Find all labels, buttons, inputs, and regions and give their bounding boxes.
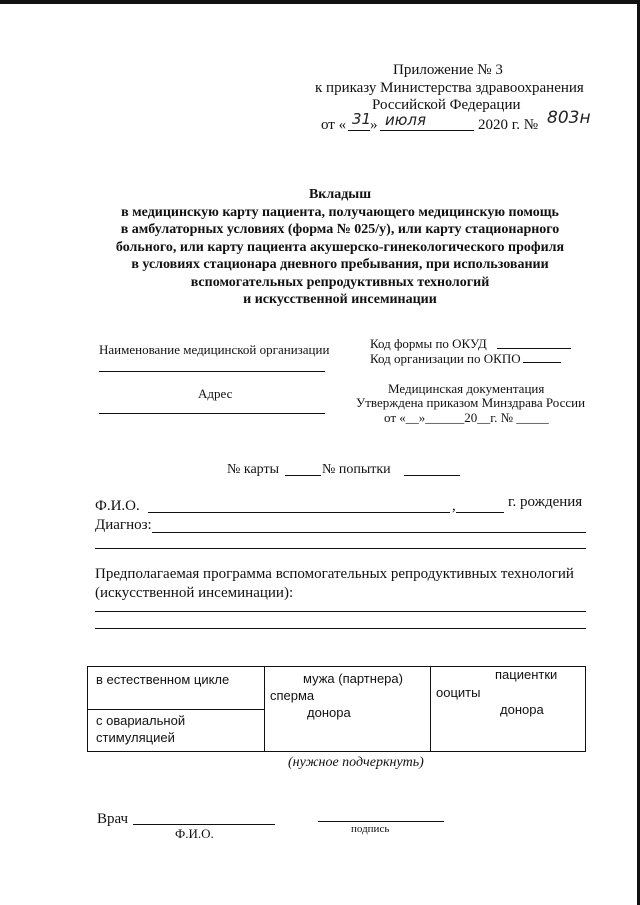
- org-name-line: [99, 371, 325, 372]
- title-line: и искусственной инсеминации: [243, 292, 437, 307]
- fio-line: [148, 512, 450, 513]
- appendix-label: Приложение № 3: [393, 62, 503, 78]
- okud-label: Код формы по ОКУД: [370, 336, 487, 351]
- diagnosis-line-2: [95, 548, 586, 549]
- org-name-label: Наименование медицинской организации: [99, 342, 330, 357]
- program-line-1: [95, 611, 586, 612]
- title-line: больного, или карту пациента акушерско-гинекологического профиля: [115, 239, 565, 255]
- address-label: Адрес: [198, 386, 233, 401]
- order-to-label: к приказу Министерства здравоохранения: [315, 80, 584, 96]
- program-label-line1: Предполагаемая программа вспомогательных репродуктивных технологий: [95, 566, 574, 582]
- title-line: вспомогательных репродуктивных технологий: [190, 274, 490, 290]
- order-from-prefix: от «: [321, 117, 347, 133]
- diagnosis-line-1: [152, 532, 586, 533]
- sperm-donor-option[interactable]: донора: [307, 705, 351, 720]
- ovarian-stimulation-label-1: с овариальной: [96, 713, 186, 728]
- order-day-handwritten: 31: [352, 110, 372, 128]
- program-label-line2: (искусственной инсеминации):: [95, 585, 294, 601]
- document-title: [80, 186, 600, 309]
- attempt-number-line: [404, 475, 460, 476]
- order-day-line: [348, 130, 370, 131]
- scan-edge-top: [0, 0, 640, 4]
- doctor-fio-caption: Ф.И.О.: [175, 826, 214, 841]
- federation-label: Российской Федерации: [372, 97, 521, 113]
- oocytes-donor-option[interactable]: донора: [500, 702, 544, 717]
- card-number-label: № карты: [227, 462, 280, 477]
- option-sperm-cell: [265, 667, 431, 752]
- card-number-line: [285, 475, 321, 476]
- diagnosis-label: Диагноз:: [95, 517, 152, 533]
- option-natural-cycle[interactable]: [88, 667, 265, 710]
- attempt-number-label: № попытки: [322, 462, 391, 477]
- signature-line: [318, 821, 444, 822]
- ovarian-stimulation-label-2: стимуляцией: [96, 730, 175, 745]
- fio-comma: ,: [452, 498, 456, 514]
- order-number-handwritten: 803н: [547, 108, 591, 128]
- signature-caption: подпись: [351, 823, 390, 835]
- doctor-label: Врач: [97, 811, 129, 827]
- order-year-number-label: 2020 г. №: [478, 117, 539, 133]
- program-line-2: [95, 628, 586, 629]
- husband-option[interactable]: мужа (партнера): [303, 671, 403, 686]
- title-line: Вкладыш: [308, 187, 372, 202]
- med-doc-label: Медицинская документация: [388, 381, 545, 396]
- program-options-table: [87, 666, 586, 752]
- natural-cycle-label: в естественном цикле: [96, 672, 230, 687]
- order-month-handwritten: июля: [385, 111, 426, 129]
- okpo-line: [523, 362, 561, 363]
- order-quote-close: »: [370, 117, 378, 133]
- title-line: в условиях стационара дневного пребывания, при использовании: [131, 257, 549, 272]
- approved-date-label: от «__»______20__г. № _____: [384, 410, 549, 425]
- oocytes-label: ооциты: [436, 685, 481, 700]
- option-oocytes-cell: [431, 667, 586, 752]
- title-line: в амбулаторных условиях (форма № 025/у), или карту стационарного: [120, 222, 560, 237]
- birth-year-line: [456, 512, 504, 513]
- patient-option[interactable]: пациентки: [495, 667, 558, 682]
- order-month-line: [380, 130, 474, 131]
- approved-label: Утверждена приказом Минздрава России: [356, 395, 586, 410]
- title-line: в медицинскую карту пациента, получающего медицинскую помощь: [121, 204, 559, 220]
- doctor-name-line: [133, 824, 275, 825]
- sperm-label: сперма: [270, 688, 315, 703]
- address-line: [99, 413, 325, 414]
- birth-year-label: г. рождения: [508, 494, 583, 510]
- option-ovarian-stimulation[interactable]: [88, 710, 265, 752]
- okud-line: [497, 348, 571, 349]
- fio-label: Ф.И.О.: [95, 498, 140, 514]
- underline-note: (нужное подчеркнуть): [288, 755, 424, 770]
- okpo-label: Код организации по ОКПО: [370, 351, 521, 366]
